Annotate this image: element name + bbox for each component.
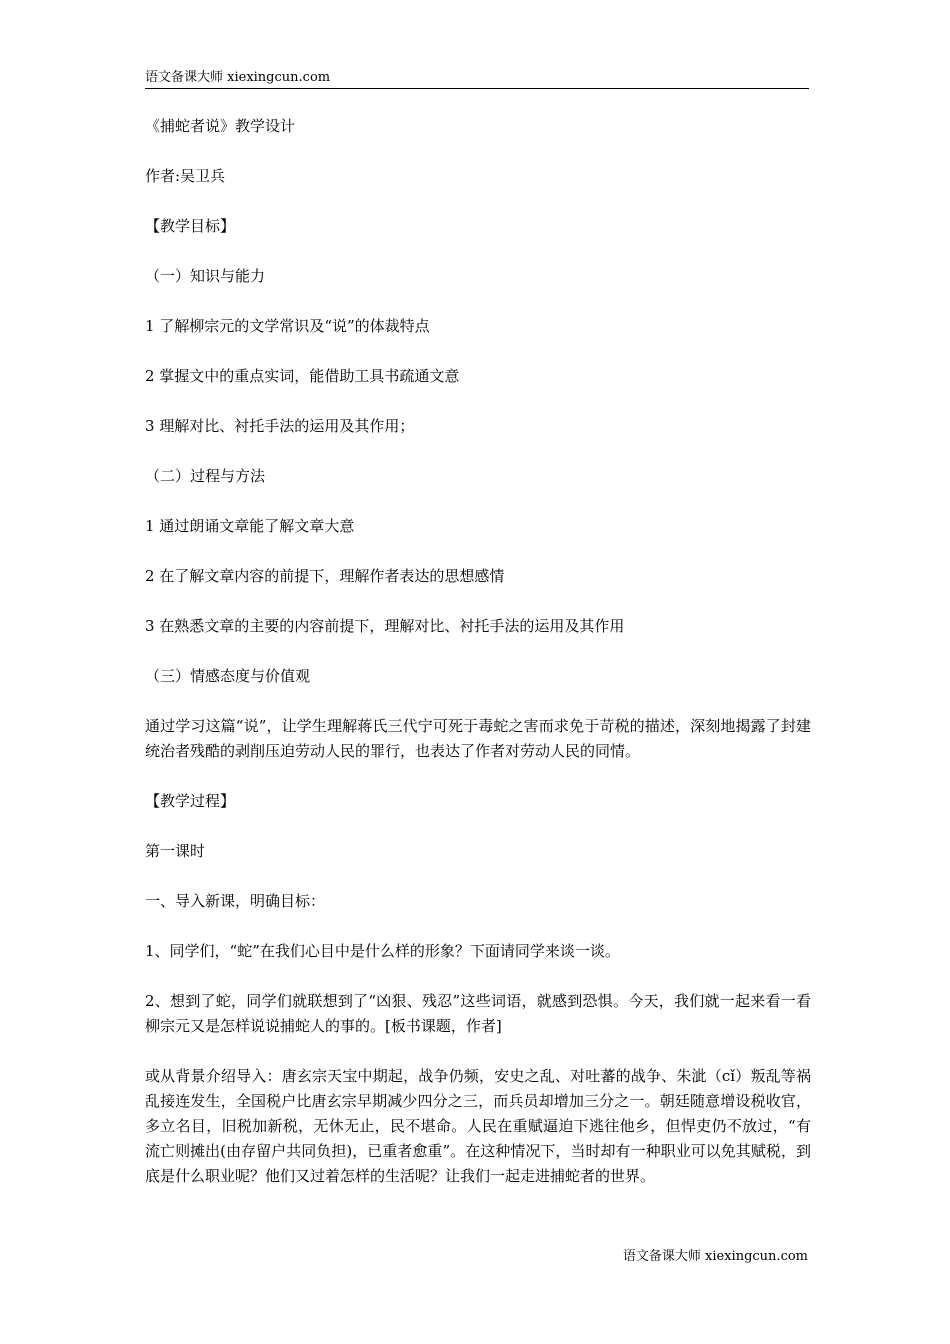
body-paragraph: 通过学习这篇“说”，让学生理解蒋氏三代宁可死于毒蛇之害而求免于苛税的描述，深刻地揭露了封建统治者残酷的剥削压迫劳动人民的罪行，也表达了作者对劳动人民的同情。: [145, 717, 811, 760]
document-title: 《捕蛇者说》教学设计: [145, 117, 296, 135]
goal-item: 2 在了解文章内容的前提下，理解作者表达的思想感情: [145, 567, 505, 585]
goal-item: 2 掌握文中的重点实词，能借助工具书疏通文意: [145, 367, 460, 385]
section-heading-goals: 【教学目标】: [145, 217, 236, 235]
step-heading: 一、导入新课，明确目标：: [145, 892, 326, 910]
header-rule: [145, 88, 809, 89]
page-footer: 语文备课大师 xiexingcun.com: [622, 1249, 808, 1264]
body-paragraph: 或从背景介绍导入：唐玄宗天宝中期起，战争仍频，安史之乱、对吐蕃的战争、朱泚（cǐ）叛乱等祸乱接连发生，全国税户比唐玄宗早期减少四分之三，而兵员却增加三分之一。朝廷随意增设税收官，多立名目，旧税加新税，无休无止，民不堪命。人民在重赋逼迫下逃往他乡，但悍吏仍不放过，“有流亡则摊出(由存留户共同负担)，已重者愈重”。在这种情况下，当时却有一种职业可以免其赋税，到底是什么职业呢？他们又过着怎样的生活呢？让我们一起走进捕蛇者的世界。: [145, 1067, 811, 1185]
body-paragraph: 1、同学们，“蛇”在我们心目中是什么样的形象？下面请同学来谈一谈。: [145, 942, 620, 960]
subheading-process: （二）过程与方法: [145, 467, 266, 485]
goal-item: 1 了解柳宗元的文学常识及“说”的体裁特点: [145, 317, 430, 335]
goal-item: 3 理解对比、衬托手法的运用及其作用；: [145, 417, 415, 435]
lesson-heading: 第一课时: [145, 842, 206, 860]
goal-item: 1 通过朗诵文章能了解文章大意: [145, 517, 355, 535]
body-paragraph: 2、想到了蛇，同学们就联想到了“凶狠、残忍”这些词语，就感到恐惧。今天，我们就一起来看一看柳宗元又是怎样说说捕蛇人的事的。[板书课题，作者]: [145, 992, 811, 1035]
goal-item: 3 在熟悉文章的主要的内容前提下，理解对比、衬托手法的运用及其作用: [145, 617, 625, 635]
document-body: [145, 114, 811, 1214]
subheading-knowledge: （一）知识与能力: [145, 267, 266, 285]
author-line: 作者:吴卫兵: [145, 167, 226, 185]
section-heading-process: 【教学过程】: [145, 792, 236, 810]
subheading-values: （三）情感态度与价值观: [145, 667, 311, 685]
page-header: 语文备课大师 xiexingcun.com: [145, 70, 331, 85]
